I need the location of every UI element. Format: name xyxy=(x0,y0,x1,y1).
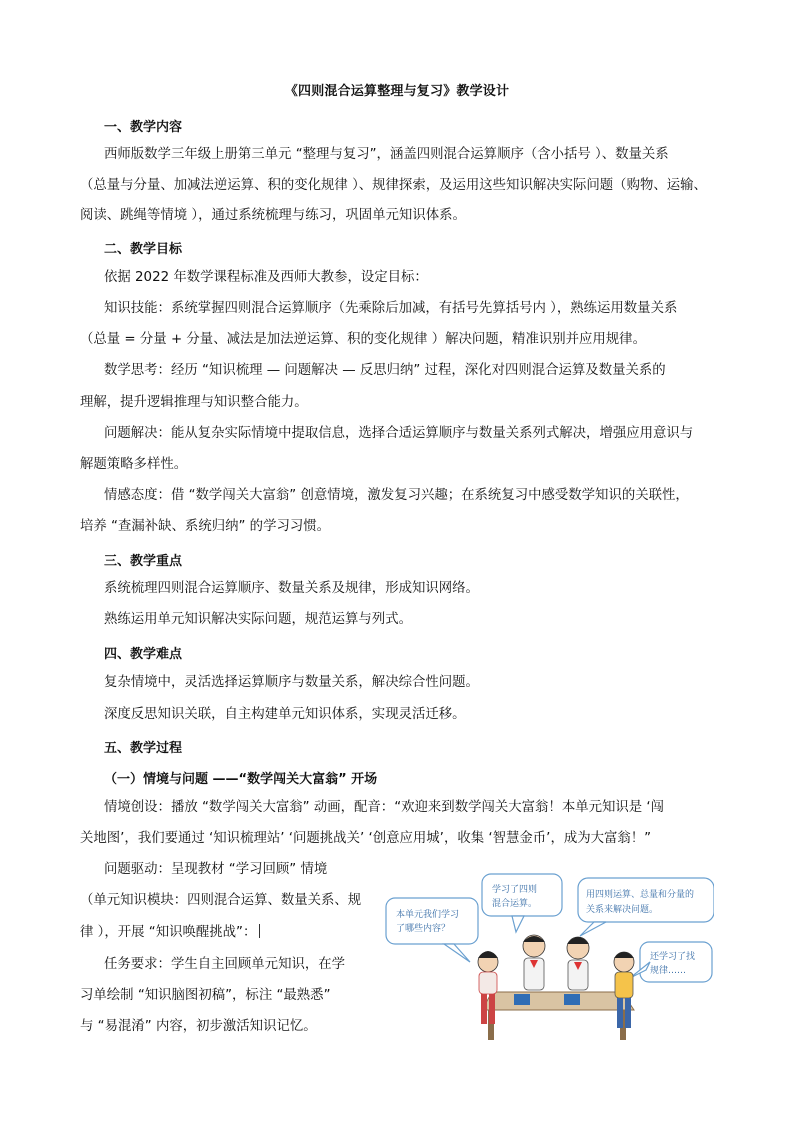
paragraph-line: （总量与分量、加减法逆运算、积的变化规律 ）、规律探索，及运用这些知识解决实际问题（购物、运输、 xyxy=(80,178,707,193)
paragraph-line: 深度反思知识关联，自主构建单元知识体系，实现灵活迁移。 xyxy=(104,707,466,722)
bubble-text: 学习了四则 xyxy=(492,885,538,895)
section-heading-difficulties: 四、教学难点 xyxy=(104,647,183,662)
paragraph-line: 习单绘制 “知识脑图初稿”，标注 “最熟悉” xyxy=(80,988,331,1003)
paragraph-line: 熟练运用单元知识解决实际问题，规范运算与列式。 xyxy=(104,612,412,627)
paragraph-line-text: 律 ），开展 “知识唤醒挑战”： xyxy=(80,925,257,940)
subsection-heading: （一）情境与问题 ——“数学闯关大富翁” 开场 xyxy=(104,772,378,787)
bubble-text: 本单元我们学习 xyxy=(396,910,460,920)
paragraph-line: 系统梳理四则混合运算顺序、数量关系及规律，形成知识网络。 xyxy=(104,581,479,596)
paragraph-line: 与 “易混淆” 内容，初步激活知识记忆。 xyxy=(80,1019,317,1034)
paragraph-line: 复杂情境中，灵活选择运算顺序与数量关系，解决综合性问题。 xyxy=(104,675,479,690)
paragraph-line: 问题驱动：呈现教材 “学习回顾” 情境 xyxy=(104,862,328,877)
paragraph-line: 情境创设：播放 “数学闯关大富翁” 动画，配音：“欢迎来到数学闯关大富翁！本单元知识是 ‘闯 xyxy=(104,800,665,815)
paragraph-line: 知识技能：系统掌握四则混合运算顺序（先乘除后加减，有括号先算括号内 ），熟练运用数量关系 xyxy=(104,301,678,316)
student-figure xyxy=(567,937,589,990)
speech-bubble xyxy=(386,898,478,962)
text-cursor xyxy=(259,924,260,938)
classroom-illustration xyxy=(384,870,714,1040)
paragraph-line: 培养 “查漏补缺、系统归纳” 的学习习惯。 xyxy=(80,519,331,534)
student-figure xyxy=(523,935,545,990)
paragraph-line: 解题策略多样性。 xyxy=(80,457,188,472)
speech-bubble xyxy=(578,878,714,936)
paragraph-line: 任务要求：学生自主回顾单元知识，在学 xyxy=(104,957,346,972)
paragraph-line xyxy=(80,924,260,942)
section-heading-key-points: 三、教学重点 xyxy=(104,554,183,569)
speech-bubble xyxy=(482,874,562,932)
document-title: 《四则混合运算整理与复习》教学设计 xyxy=(284,84,510,99)
bubble-text: 关系来解决问题。 xyxy=(586,905,659,915)
section-heading-process: 五、教学过程 xyxy=(104,741,183,756)
bubble-text: 规律…… xyxy=(650,966,687,976)
paragraph-line: 理解，提升逻辑推理与知识整合能力。 xyxy=(80,395,308,410)
paragraph-line: 关地图’，我们要通过 ‘知识梳理站’ ‘问题挑战关’ ‘创意应用城’，收集 ‘智慧金币’，成为大富翁！” xyxy=(80,831,652,846)
paragraph-line: （单元知识模块：四则混合运算、数量关系、规 xyxy=(80,893,362,908)
bubble-text: 还学习了找 xyxy=(650,952,696,962)
paragraph-line: 问题解决：能从复杂实际情境中提取信息，选择合适运算顺序与数量关系列式解决，增强应用意识与 xyxy=(104,426,694,441)
table-drawing xyxy=(482,992,634,1040)
section-heading-goals: 二、教学目标 xyxy=(104,242,183,257)
paragraph-line: 西师版数学三年级上册第三单元 “整理与复习”，涵盖四则混合运算顺序（含小括号 ）、数量关系 xyxy=(104,147,669,162)
bubble-text: 了哪些内容？ xyxy=(396,924,451,934)
bubble-text: 混合运算。 xyxy=(492,899,538,909)
paragraph-line: 阅读、跳绳等情境 ），通过系统梳理与练习，巩固单元知识体系。 xyxy=(80,208,466,223)
section-heading-content: 一、教学内容 xyxy=(104,120,183,135)
speech-bubble xyxy=(630,942,712,982)
paragraph-line: 情感态度：借 “数学闯关大富翁” 创意情境，激发复习兴趣；在系统复习中感受数学知识的关联性， xyxy=(104,488,689,503)
paragraph-line: 依据 2022 年数学课程标准及西师大教参，设定目标： xyxy=(104,270,428,285)
bubble-text: 用四则运算、总量和分量的 xyxy=(586,890,695,900)
paragraph-line: 数学思考：经历 “知识梳理 — 问题解决 — 反思归纳” 过程，深化对四则混合运算及数量关系的 xyxy=(104,363,666,378)
paragraph-line: （总量 = 分量 + 分量、减法是加法逆运算、积的变化规律 ）解决问题，精准识别并应用规律。 xyxy=(80,332,646,347)
